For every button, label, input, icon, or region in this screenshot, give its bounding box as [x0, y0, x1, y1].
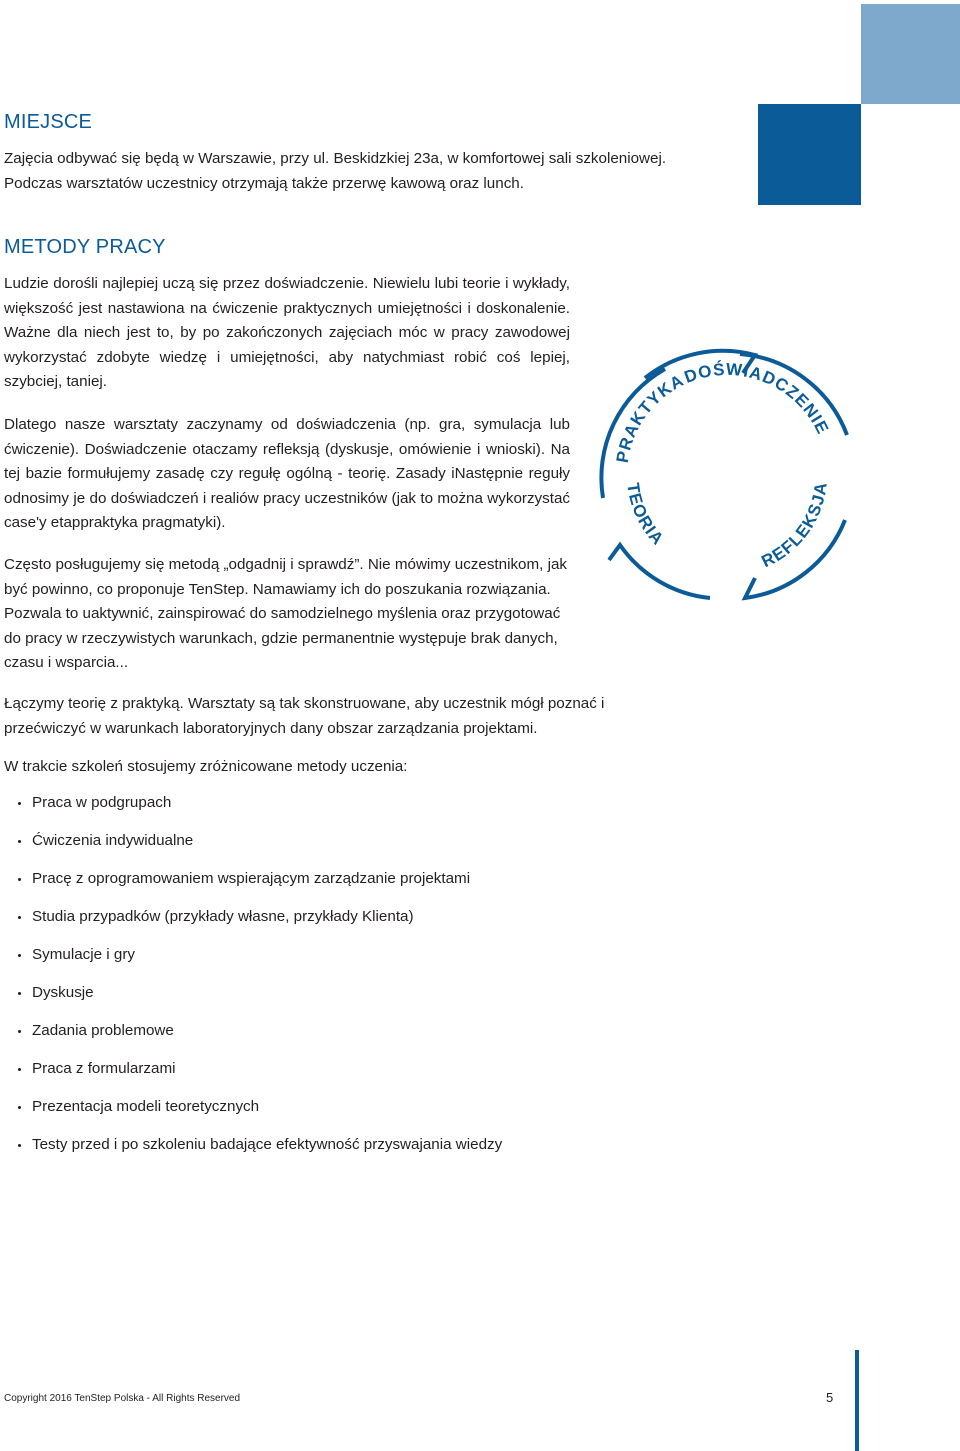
cycle-label-refleksja: REFLEKSJA — [758, 480, 831, 572]
metody-paragraph-1: Ludzie dorośli najlepiej uczą się przez doświadczenie. Niewielu lubi teorie i wykłady, większość jest nastawiona na ćwiczenie praktycznych umiejętności i doskonalenie. Ważne dla niech jest to, by po zakończonych zajęciach móc w pracy zawodowej wykorzystać zdobyte wiedzę i umiejętności, aby natychmiast robić coś lepiej, szybciej, taniej. — [4, 275, 570, 390]
metody-paragraph-2: Dlatego nasze warsztaty zaczynamy od doświadczenia (np. gra, symulacja lub ćwiczenie). Doświadczenie otaczamy refleksją (dyskusje, omówienie i wnioski). Na tej bazie formułujemy zasadę czy regułę ogólną - teorię. Zasady iNastępnie reguły odnosimy je do doświadczeń i realiów pracy uczestników (jak to można wykorzystać case'y etappraktyka pragmatyki). — [4, 416, 570, 531]
decorative-square-light — [861, 4, 960, 104]
metody-paragraph-4: Łączymy teorię z praktyką. Warsztaty są tak skonstruowane, aby uczestnik mógł poznać i przećwiczyć w warunkach laboratoryjnych dany obszar zarządzania projektami. — [4, 695, 605, 737]
list-item: Praca z formularzami — [4, 1056, 502, 1094]
list-item: Ćwiczenia indywidualne — [4, 828, 502, 866]
cycle-label-doswiadczenie: DOŚWIADCZENIE — [681, 359, 833, 438]
metody-paragraph-5: W trakcie szkoleń stosujemy zróżnicowane metody uczenia: — [4, 758, 408, 775]
list-item: Praca w podgrupach — [4, 790, 502, 828]
metody-paragraph-3: Często posługujemy się metodą „odgadnij i sprawdź”. Nie mówimy uczestnikom, jak być powinno, co proponuje TenStep. Namawiamy ich do poszukania rozwiązania. Pozwala to uaktywnić, zainspirować do samodzielnego myślenia oraz przygotować do pracy w rzeczywistych warunkach, gdzie permanentnie występuje brak danych, czasu i wsparcia... — [4, 556, 568, 671]
list-item: Testy przed i po szkoleniu badające efektywność przyswajania wiedzy — [4, 1132, 502, 1170]
copyright-text: Copyright 2016 TenStep Polska - All Rights Reserved — [4, 1393, 241, 1404]
cycle-label-praktyka: PRAKTYKA — [612, 370, 688, 465]
list-item: Dyskusje — [4, 980, 502, 1018]
list-item: Studia przypadków (przykłady własne, przykłady Klienta) — [4, 904, 502, 942]
list-item: Symulacje i gry — [4, 942, 502, 980]
list-item: Pracę z oprogramowaniem wspierającym zarządzanie projektami — [4, 866, 502, 904]
section-title-metody: METODY PRACY — [4, 236, 166, 258]
list-item: Zadania problemowe — [4, 1018, 502, 1056]
footer-divider — [855, 1350, 859, 1451]
methods-list — [4, 790, 502, 1170]
miejsce-text: Zajęcia odbywać się będą w Warszawie, przy ul. Beskidzkiej 23a, w komfortowej sali szkoleniowej. Podczas warsztatów uczestnicy otrzymają także przerwę kawową oraz lunch. — [4, 150, 667, 192]
cycle-label-teoria: TEORIA — [623, 481, 668, 549]
learning-cycle-diagram — [585, 340, 870, 610]
cycle-ring — [601, 351, 847, 598]
page-number: 5 — [826, 1390, 834, 1405]
list-item: Prezentacja modeli teoretycznych — [4, 1094, 502, 1132]
section-title-miejsce: MIEJSCE — [4, 111, 93, 133]
decorative-square-dark — [758, 104, 861, 205]
